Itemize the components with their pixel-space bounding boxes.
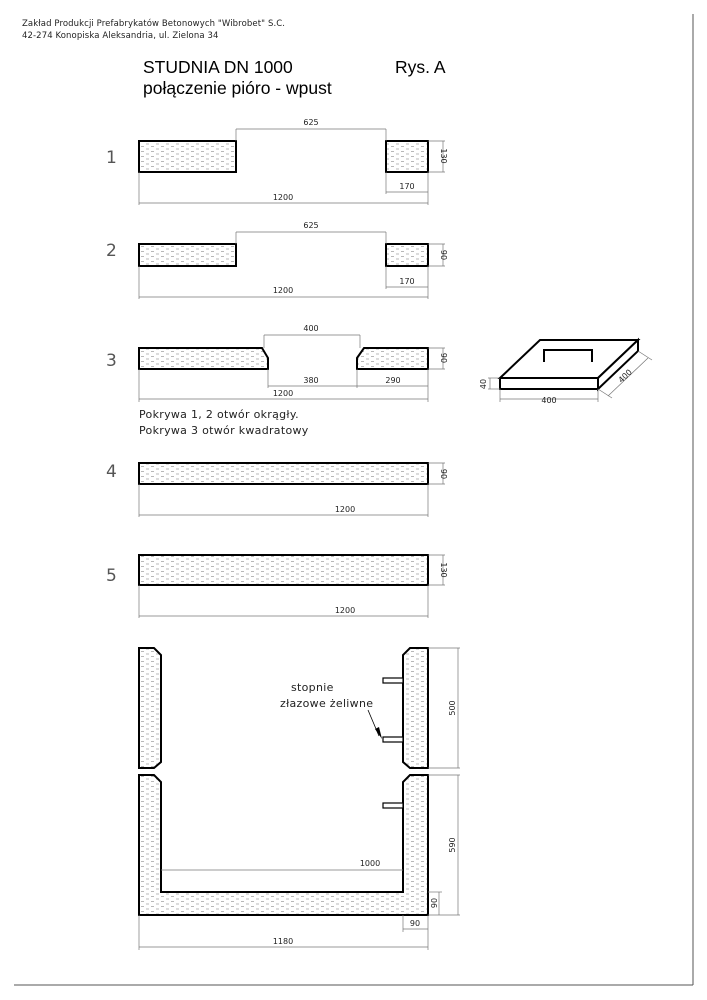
section-number: 1 [106, 148, 117, 168]
width-dimension: 1200 [334, 606, 356, 615]
lower-ring-with-bottom [139, 775, 428, 915]
outer-width-dimension: 1180 [272, 937, 294, 946]
opening-bottom-dimension: 380 [303, 376, 319, 385]
section-number: 3 [106, 351, 117, 371]
cover-isometric-view [479, 340, 652, 405]
well-cross-section [139, 648, 460, 950]
thickness-dimension: 130 [439, 148, 448, 164]
wall-thickness-dimension: 90 [409, 919, 421, 928]
step-annotation-line-2: złazowe żeliwne [280, 697, 374, 710]
step-annotation-line-1: stopnie [291, 681, 334, 694]
company-address: 42-274 Konopiska Aleksandria, ul. Zielona 34 [22, 31, 219, 41]
upper-ring-left-wall [139, 648, 161, 768]
opening-dimension: 625 [303, 118, 319, 127]
cover-section-5 [106, 555, 448, 618]
rim-dimension: 290 [385, 376, 401, 385]
width-dimension: 1200 [272, 193, 294, 202]
opening-dimension: 625 [303, 221, 319, 230]
cover-slab-left [139, 348, 268, 369]
arrow-icon [375, 727, 382, 739]
width-dimension: 1200 [272, 286, 294, 295]
company-name: Zakład Produkcji Prefabrykatów Betonowych "Wibrobet" S.C. [22, 19, 286, 29]
cover-slab-left [139, 244, 236, 266]
drawing-title: STUDNIA DN 1000 [143, 57, 293, 77]
thickness-dimension: 90 [439, 468, 448, 480]
thickness-dimension: 90 [439, 352, 448, 364]
cover-depth-dimension: 400 [616, 367, 634, 385]
upper-ring-height-dimension: 500 [448, 700, 457, 716]
thickness-dimension: 130 [439, 562, 448, 578]
cover-section-2 [106, 221, 448, 299]
cover-thickness-dimension: 40 [479, 378, 488, 390]
cover-section-3 [106, 324, 448, 402]
bottom-thickness-dimension: 90 [430, 897, 439, 909]
cover-width-dimension: 400 [541, 396, 557, 405]
note-line-1: Pokrywa 1, 2 otwór okrągły. [139, 408, 299, 421]
inner-diameter-dimension: 1000 [359, 859, 381, 868]
cover-slab-right [386, 141, 428, 172]
width-dimension: 1200 [272, 389, 294, 398]
opening-top-dimension: 400 [303, 324, 319, 333]
cover-slab-left [139, 141, 236, 172]
upper-ring-right-wall [403, 648, 428, 768]
lower-ring-height-dimension: 590 [448, 837, 457, 853]
cover-slab [139, 463, 428, 484]
cover-section-4 [106, 462, 448, 517]
note-line-2: Pokrywa 3 otwór kwadratowy [139, 424, 309, 437]
rim-dimension: 170 [399, 277, 415, 286]
section-number: 4 [106, 462, 117, 482]
cover-front-face [500, 378, 598, 389]
section-number: 5 [106, 566, 117, 586]
cover-section-1 [106, 118, 448, 205]
rim-dimension: 170 [399, 182, 415, 191]
cover-slab [139, 555, 428, 585]
thickness-dimension: 90 [439, 249, 448, 261]
drawing-number: Rys. A [395, 57, 446, 77]
cover-slab-right [386, 244, 428, 266]
width-dimension: 1200 [334, 505, 356, 514]
drawing-subtitle: połączenie pióro - wpust [143, 78, 332, 98]
cover-slab-right [357, 348, 428, 369]
section-number: 2 [106, 241, 117, 261]
step-iron-icons [383, 678, 403, 808]
